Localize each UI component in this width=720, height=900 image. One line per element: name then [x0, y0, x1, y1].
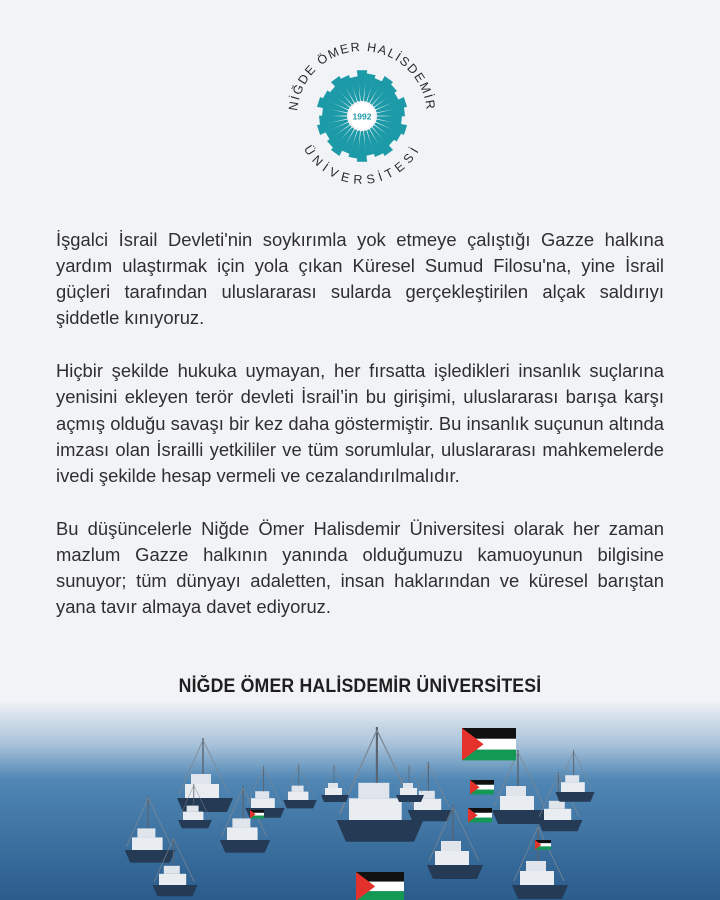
statement-body: [56, 227, 664, 647]
logo-year: 1992: [352, 111, 372, 122]
signature-university-name: NİĞDE ÖMER HALİSDEMİR ÜNİVERSİTESİ: [178, 676, 542, 697]
logo-name-top: NİĞDE ÖMER HALİSDEMİR: [286, 39, 438, 112]
palestinian-flag: [468, 808, 492, 822]
palestinian-flag: [535, 840, 551, 850]
palestinian-flag: [462, 728, 516, 760]
palestinian-flag: [356, 872, 404, 900]
flotilla-photo: [0, 700, 720, 900]
logo-name-bottom: ÜNİVERSİTESİ: [301, 142, 424, 187]
university-logo: [284, 38, 440, 194]
statement-paragraph-2: Hiçbir şekilde hukuka uymayan, her fırsatta işledikleri insanlık suçlarına yenisini ekleyen terör devleti İsrail’in bu girişimi, uluslararası barışa karşı açmış olduğu savaşı bir kez daha göstermiştir. Bu insanlık suçunun altında imzası olan İsrailli yetkililer ve tüm sorumlular, uluslararası mahkemelerde ivedi şekilde hesap vermeli ve cezalandırılmalıdır.: [56, 360, 664, 486]
palestinian-flag: [250, 810, 264, 818]
statement-paragraph-1: İşgalci İsrail Devleti'nin soykırımla yok etmeye çalıştığı Gazze halkına yardım ulaştırmak için yola çıkan Küresel Sumud Filosu'na, yine İsrail güçleri tarafından uluslararası sularda gerçekleştirilen alçak saldırıyı şiddetle kınıyoruz.: [56, 229, 664, 329]
palestinian-flag: [470, 780, 494, 794]
statement-paragraph-3: Bu düşüncelerle Niğde Ömer Halisdemir Üniversitesi olarak her zaman mazlum Gazze halkının yanında olduğumuzu kamuoyunun bilgisine sunuyor; tüm dünyayı adaletten, insan haklarından ve küresel barıştan yana tavır almaya davet ediyoruz.: [56, 517, 664, 618]
